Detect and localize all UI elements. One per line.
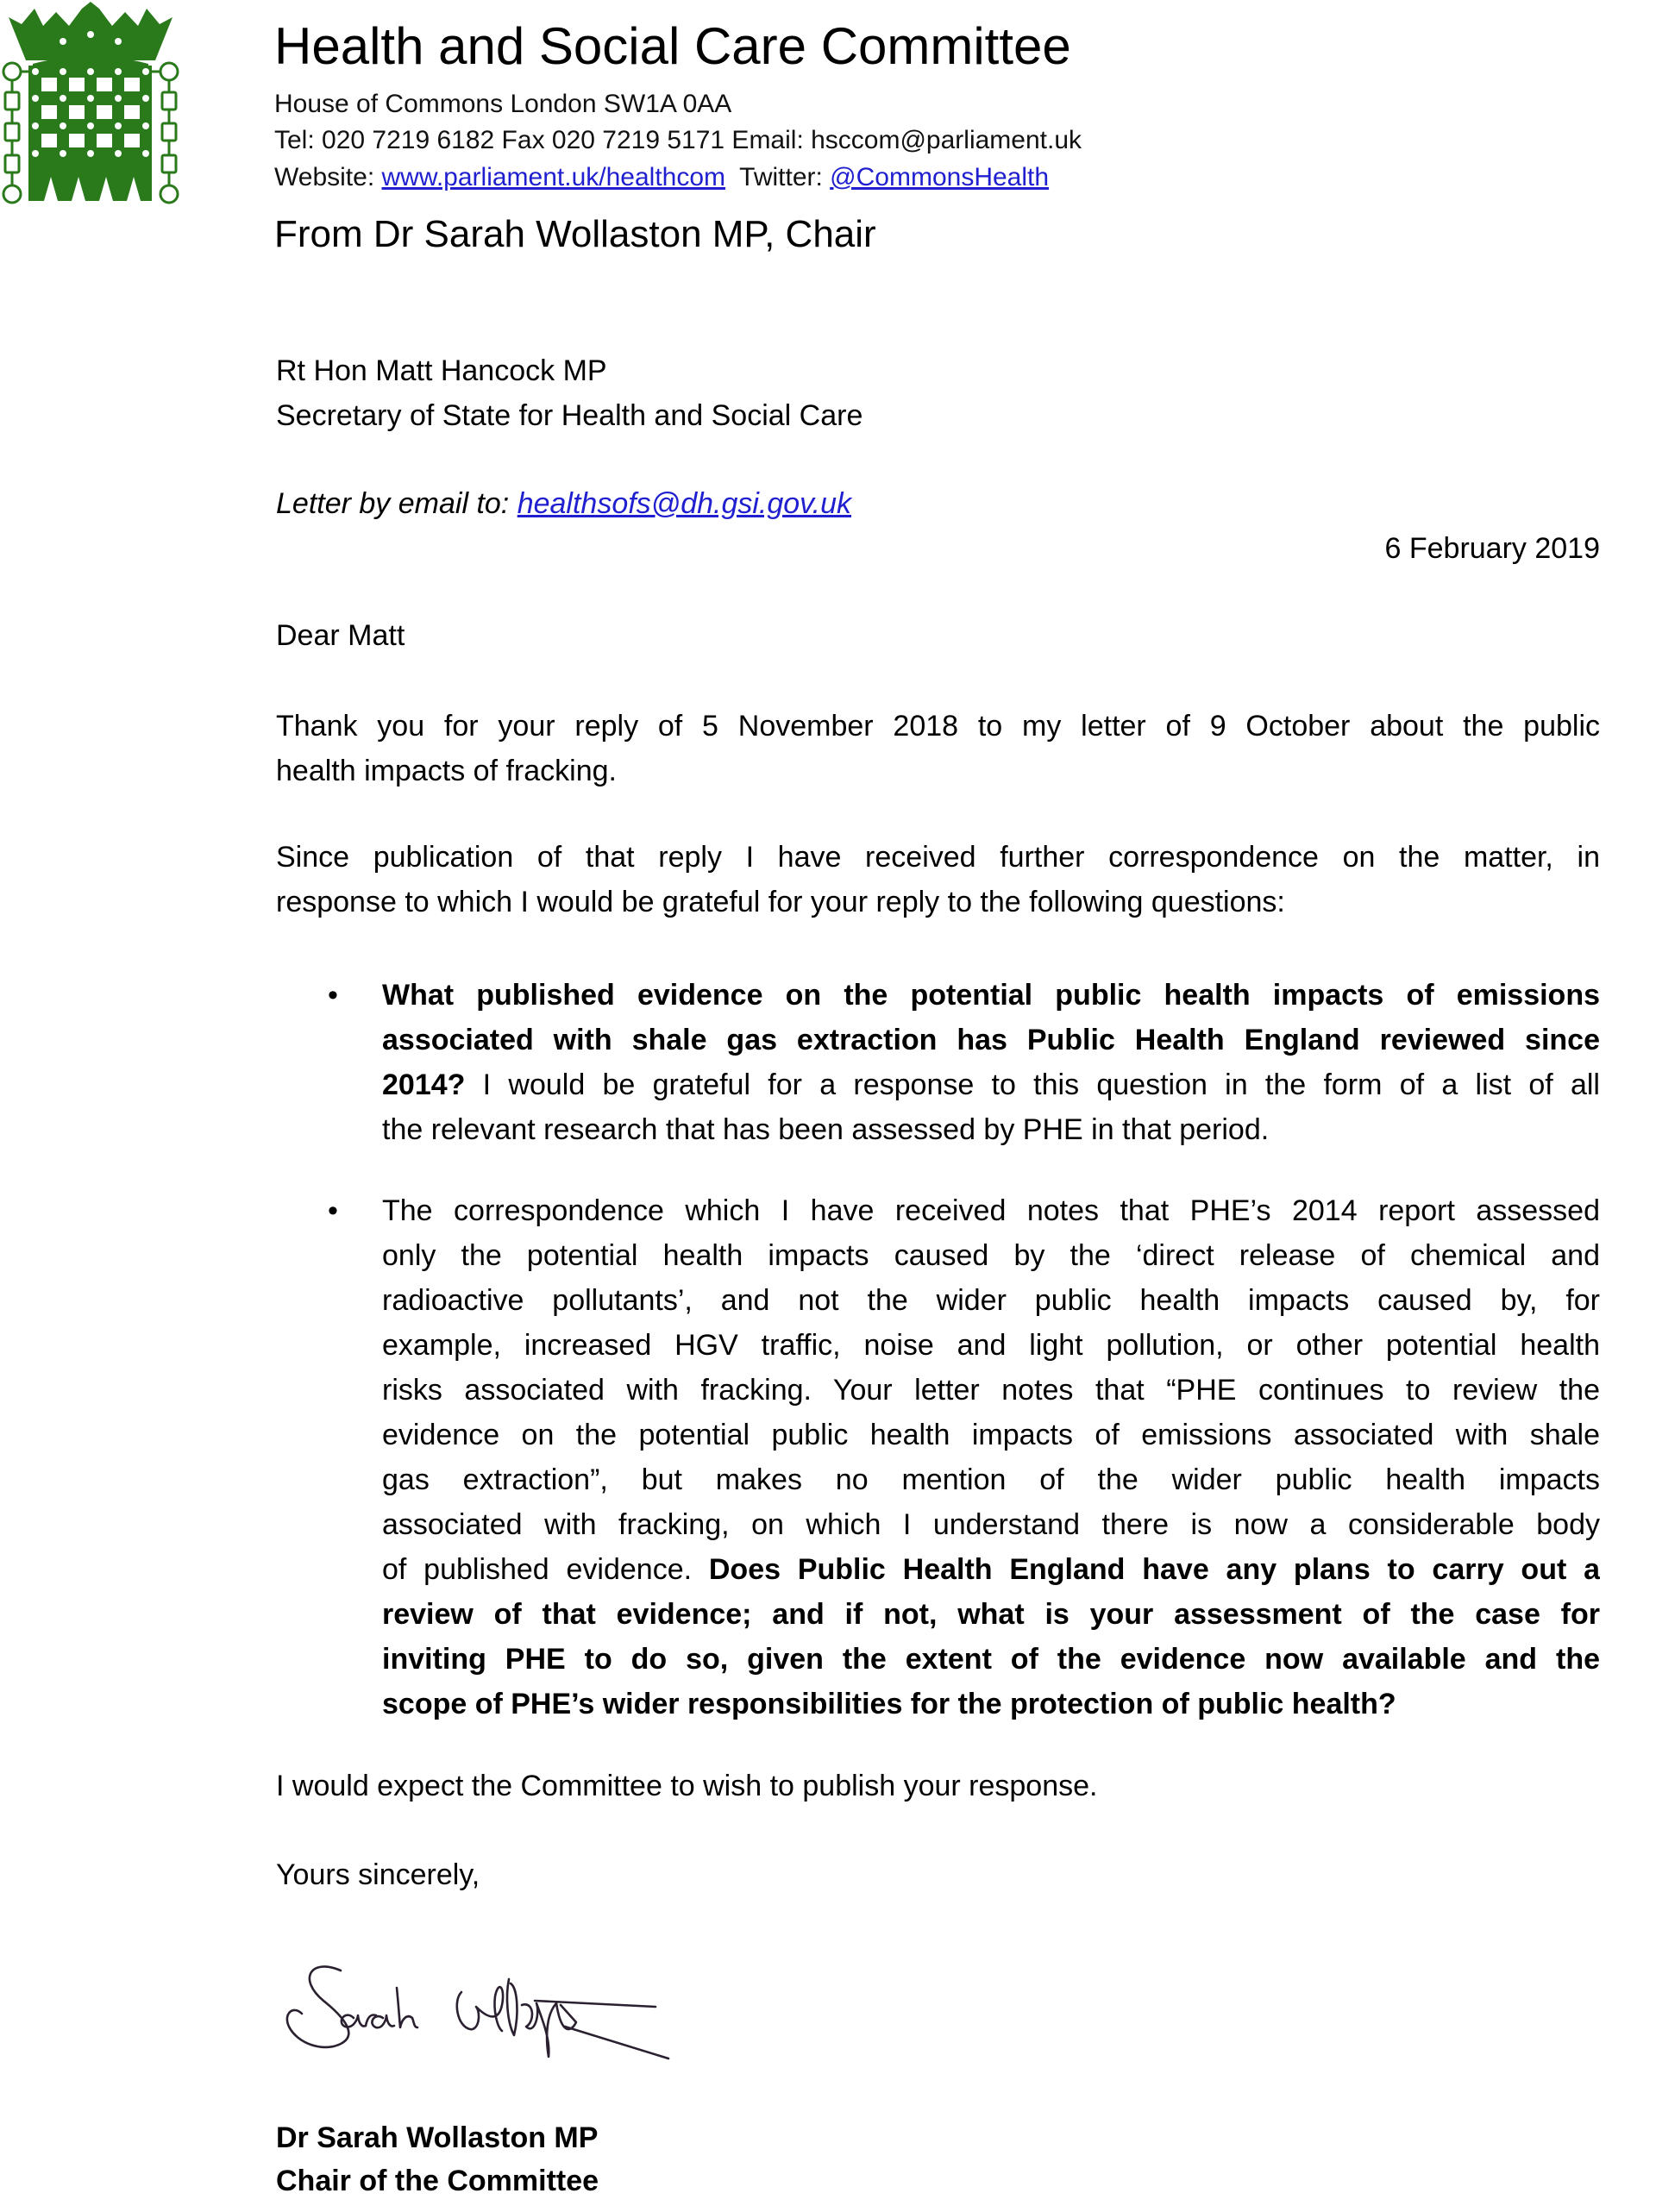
text-line [382,1637,1600,1682]
twitter-label: Twitter: [725,163,831,191]
text-line [382,1233,1600,1278]
text-line [276,749,1600,793]
committee-address: House of Commons London SW1A 0AA [274,90,732,118]
committee-name: Health and Social Care Committee [274,17,1071,75]
bold-text: What published evidence on the potential public health impacts of emissions [382,979,1600,1012]
text-line [382,1682,1600,1726]
text: only the potential health impacts caused by the ‘direct release of chemical and [382,1239,1600,1272]
bold-text: scope of PHE’s wider responsibilities for the protection of public health? [382,1688,1396,1720]
text: the relevant research that has been assessed by PHE in that period. [382,1113,1270,1146]
text: I would be grateful for a response to this question in the form of a list of all [465,1068,1600,1101]
text-line [382,1413,1600,1457]
text: Since publication of that reply I have received further correspondence on the matter, in [276,841,1600,874]
delivery-email-link[interactable]: healthsofs@dh.gsi.gov.uk [517,487,852,520]
text: gas extraction”, but makes no mention of the wider public health impacts [382,1463,1600,1496]
text-line [382,1547,1600,1592]
committee-web-line [274,160,1049,195]
text-line [382,1502,1600,1547]
signature-image [276,1953,690,2065]
text-line [382,1368,1600,1413]
bold-text: inviting PHE to do so, given the extent of the evidence now available and the [382,1643,1600,1676]
text-line [382,1323,1600,1368]
website-label: Website: [274,163,382,191]
text: health impacts of fracking. [276,755,617,787]
closing-paragraph: I would expect the Committee to wish to publish your response. [276,1770,1098,1802]
bold-text: Does Public Health England have any plans to carry out a [708,1553,1600,1586]
text: response to which I would be grateful for your reply to the following questions: [276,886,1285,918]
text-line [382,1188,1600,1233]
text: risks associated with fracking. Your letter notes that “PHE continues to review the [382,1374,1600,1407]
bullet-icon: • [328,1194,338,1227]
text-line [382,1107,1600,1152]
signatory-role: Chair of the Committee [276,2165,599,2197]
text: radioactive pollutants’, and not the wider public health impacts caused by, for [382,1284,1600,1317]
text-line [382,1457,1600,1502]
text-line [276,880,1600,924]
recipient-title: Secretary of State for Health and Social Care [276,399,863,432]
bold-text: review of that evidence; and if not, what is your assessment of the case for [382,1598,1600,1631]
recipient-name: Rt Hon Matt Hancock MP [276,354,607,387]
portcullis-logo-icon [0,0,185,207]
committee-contact: Tel: 020 7219 6182 Fax 020 7219 5171 Email: hsccom@parliament.uk [274,126,1082,154]
text-line [382,1278,1600,1323]
twitter-link[interactable]: @CommonsHealth [830,163,1050,191]
bullet-icon: • [328,979,338,1012]
text: associated with fracking, on which I understand there is now a considerable body [382,1508,1600,1541]
bold-text: associated with shale gas extraction has Public Health England reviewed since [382,1024,1600,1056]
text-line [382,1062,1600,1107]
text: evidence on the potential public health impacts of emissions associated with shale [382,1419,1600,1451]
website-link[interactable]: www.parliament.uk/healthcom [381,163,726,191]
text-line [276,835,1600,880]
text-line [276,704,1600,749]
salutation: Dear Matt [276,619,405,652]
text: Thank you for your reply of 5 November 2018 to my letter of 9 October about the public [276,710,1600,743]
valediction: Yours sincerely, [276,1858,480,1891]
delivery-line [276,481,1600,526]
text-line [382,973,1600,1018]
signatory-name: Dr Sarah Wollaston MP [276,2121,599,2154]
bold-text: 2014? [382,1068,466,1101]
text-line [382,1018,1600,1062]
text: of published evidence. [382,1553,709,1586]
letter-date: 6 February 2019 [1384,532,1600,565]
delivery-label: Letter by email to: [276,487,518,520]
text: example, increased HGV traffic, noise and light pollution, or other potential health [382,1329,1600,1362]
from-line: From Dr Sarah Wollaston MP, Chair [274,213,876,255]
text: The correspondence which I have received notes that PHE’s 2014 report assessed [382,1194,1600,1227]
text-line [382,1592,1600,1637]
